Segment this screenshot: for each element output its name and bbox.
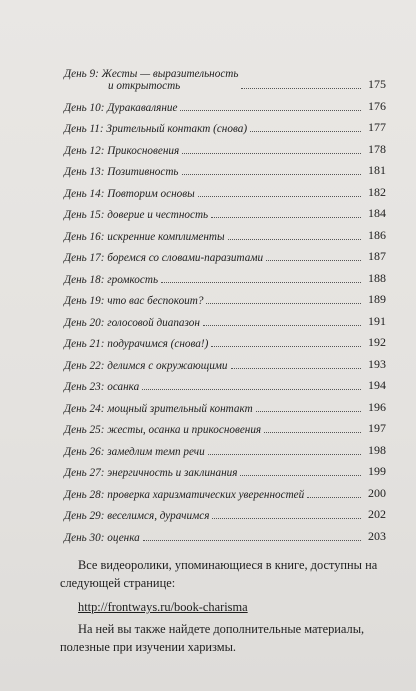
toc-leader-dots (180, 109, 361, 111)
toc-day: День 30: (64, 531, 105, 544)
toc-page-number: 203 (368, 528, 386, 543)
toc-day: День 17: (64, 252, 105, 264)
toc-page-number: 198 (368, 442, 386, 457)
toc-title: мощный зрительный контакт (107, 402, 253, 415)
video-link[interactable]: http://frontways.ru/book-charisma (78, 600, 248, 614)
toc-day: День 28: (64, 488, 105, 501)
toc-title: делимся с окружающими (107, 359, 228, 372)
toc-day: День 16: (64, 230, 105, 243)
toc-day: День 15: (64, 209, 105, 221)
toc-leader-dots (211, 216, 361, 218)
toc-leader-dots (264, 431, 361, 433)
toc-title: энергичность и заклинания (107, 467, 238, 479)
toc-title-continued: и открытость (108, 80, 181, 92)
toc-day: День 24: (64, 402, 105, 415)
toc-title: Позитивность (107, 166, 179, 178)
toc-leader-dots (203, 324, 361, 326)
toc-title: осанка (107, 381, 140, 393)
toc-title: Повторим основы (107, 187, 195, 200)
toc-page-number: 193 (368, 356, 386, 371)
toc-leader-dots (228, 238, 361, 240)
toc-title: громкость (107, 273, 159, 286)
toc-page-number: 184 (368, 206, 386, 220)
toc-day: День 14: (64, 187, 105, 200)
toc-entry (64, 92, 386, 114)
toc-leader-dots (307, 496, 361, 498)
toc-entry (64, 329, 386, 351)
note-text-materials: На ней вы также найдете дополнительные материалы, полезные при изучении харизмы. (60, 622, 365, 654)
toc-day: День 25: (64, 424, 105, 436)
toc-leader-dots (206, 302, 361, 304)
toc-day: День 18: (64, 273, 105, 286)
toc-title: проверка харизматических уверенностей (107, 488, 305, 501)
toc-title: что вас беспокоит? (107, 295, 204, 307)
toc-title: доверие и честность (107, 209, 209, 221)
toc-leader-dots (143, 539, 361, 541)
toc-day: День 9: (64, 68, 99, 80)
toc-day: День 26: (64, 445, 105, 458)
toc-page-number: 202 (368, 507, 386, 521)
toc-page-number: 196 (368, 399, 386, 414)
toc-leader-dots (142, 388, 361, 390)
toc-page-number: 188 (368, 270, 386, 285)
toc-entry (64, 350, 386, 372)
table-of-contents (64, 58, 386, 544)
toc-title: Дуракаваляние (107, 101, 178, 114)
toc-entry (64, 200, 386, 222)
toc-page-number: 186 (368, 227, 386, 242)
toc-entry (64, 243, 386, 265)
toc-title: подурачимся (снова!) (107, 338, 209, 350)
toc-entry (64, 479, 386, 501)
toc-day: День 11: (64, 123, 104, 135)
toc-title: боремся со словами-паразитами (107, 252, 264, 264)
toc-day: День 19: (64, 295, 105, 307)
toc-leader-dots (211, 345, 361, 347)
toc-day: День 23: (64, 381, 105, 393)
toc-entry (64, 135, 386, 157)
toc-entry (64, 157, 386, 179)
toc-entry (64, 522, 386, 544)
toc-entry (64, 372, 386, 394)
toc-title: Зрительный контакт (снова) (106, 123, 248, 135)
toc-page-number: 178 (368, 141, 386, 156)
toc-leader-dots (208, 453, 361, 455)
toc-page-number: 200 (368, 485, 386, 500)
toc-page-number: 199 (368, 464, 386, 478)
toc-title: Жесты — выразительность (101, 68, 239, 80)
toc-entry (64, 264, 386, 286)
toc-entry (64, 221, 386, 243)
toc-day: День 20: (64, 316, 105, 329)
toc-day: День 21: (64, 338, 105, 350)
toc-entry (64, 286, 386, 308)
toc-page-number: 175 (368, 77, 386, 91)
toc-page-number: 182 (368, 184, 386, 199)
toc-entry (64, 178, 386, 200)
toc-day: День 27: (64, 467, 105, 479)
toc-leader-dots (256, 410, 361, 412)
toc-page-number: 192 (368, 335, 386, 349)
toc-page-number: 194 (368, 378, 386, 392)
toc-page-number: 189 (368, 292, 386, 306)
toc-title: Прикосновения (107, 144, 180, 157)
toc-leader-dots (266, 259, 361, 261)
toc-leader-dots (182, 152, 361, 154)
toc-day: День 10: (64, 101, 105, 114)
toc-page-number: 176 (368, 98, 386, 113)
toc-leader-dots (231, 367, 361, 369)
toc-leader-dots (161, 281, 361, 283)
note-text-videos: Все видеоролики, упоминающиеся в книге, доступны на следующей странице: (60, 558, 378, 590)
toc-entry (64, 415, 386, 437)
toc-leader-dots (250, 130, 361, 132)
toc-entry (64, 114, 386, 136)
toc-entry (64, 307, 386, 329)
toc-leader-dots (182, 173, 361, 175)
toc-title: веселимся, дурачимся (107, 510, 210, 522)
toc-page-number: 191 (368, 313, 386, 328)
toc-day: День 13: (64, 166, 105, 178)
toc-leader-dots (198, 195, 361, 197)
toc-entry (64, 393, 386, 415)
toc-leader-dots (240, 474, 361, 476)
toc-page-number: 181 (368, 163, 386, 177)
toc-day: День 12: (64, 144, 105, 157)
toc-title: искренние комплименты (107, 230, 225, 243)
video-note (60, 556, 384, 656)
toc-title: оценка (107, 531, 140, 544)
toc-leader-dots (212, 517, 361, 519)
toc-page-number: 187 (368, 249, 386, 263)
toc-entry (64, 458, 386, 480)
toc-day: День 22: (64, 359, 105, 372)
toc-entry (64, 436, 386, 458)
toc-leader-dots (241, 87, 361, 89)
toc-entry (64, 58, 386, 92)
toc-day: День 29: (64, 510, 105, 522)
toc-title: голосовой диапазон (107, 316, 200, 329)
toc-entry (64, 501, 386, 523)
toc-title: замедлим темп речи (107, 445, 205, 458)
toc-page-number: 177 (368, 120, 386, 134)
toc-title: жесты, осанка и прикосновения (107, 424, 262, 436)
toc-page-number: 197 (368, 421, 386, 435)
